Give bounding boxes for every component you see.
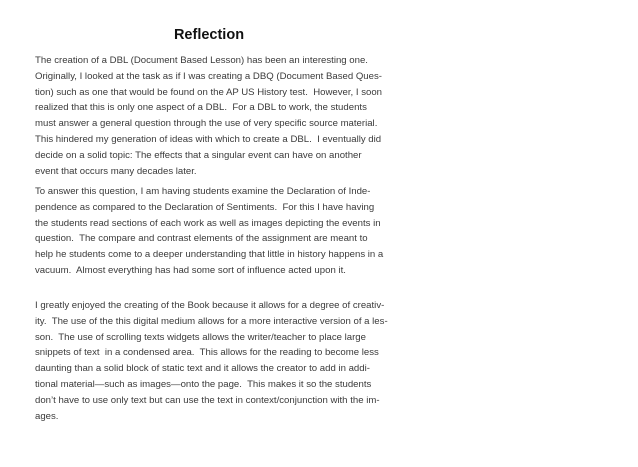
paragraph-line: don’t have to use only text but can use the text in context/conjunction with the im- — [35, 394, 380, 406]
paragraph-line: realized that this is only one aspect of a DBL. For a DBL to work, the students — [35, 102, 367, 114]
paragraph-line: ages. — [35, 410, 59, 422]
paragraph-line: daunting than a solid block of static text and it allows the creator to add in addi- — [35, 363, 370, 375]
page-title: Reflection — [173, 27, 245, 43]
paragraph-question — [35, 184, 405, 279]
paragraph-line: help he students come to a deeper understanding that little in history happens in a — [35, 249, 384, 261]
paragraph-line: tion) such as one that would be found on the AP US History test. However, I soon — [35, 86, 382, 98]
paragraph-line: question. The compare and contrast elements of the assignment are meant to — [35, 233, 368, 245]
paragraph-line: the students read sections of each work as well as images depicting the events in — [35, 217, 381, 229]
paragraph-line: tional material—such as images—onto the page. This makes it so the students — [35, 378, 372, 390]
paragraph-line: event that occurs many decades later. — [35, 165, 197, 177]
paragraph-line: vacuum. Almost everything has had some sort of influence acted upon it. — [35, 264, 346, 276]
paragraph-line: snippets of text in a condensed area. This allows for the reading to become less — [35, 347, 379, 359]
paragraph-line: ity. The use of the this digital medium allows for a more interactive version of a les- — [35, 315, 388, 327]
paragraph-line: son. The use of scrolling texts widgets allows the writer/teacher to place large — [35, 331, 366, 343]
paragraph-line: pendence as compared to the Declaration of Sentiments. For this I have having — [35, 201, 375, 213]
paragraph-intro — [35, 53, 405, 179]
paragraph-line: decide on a solid topic: The effects that a singular event can have on another — [35, 149, 362, 161]
paragraph-book — [35, 298, 405, 424]
paragraph-line: This hindered my generation of ideas with which to create a DBL. I eventually did — [35, 133, 382, 145]
paragraph-line: must answer a general question through the use of very specific source material. — [35, 118, 378, 130]
paragraph-line: To answer this question, I am having students examine the Declaration of Inde- — [35, 186, 371, 197]
paragraph-line: The creation of a DBL (Document Based Lesson) has been an interesting one. — [35, 55, 368, 66]
paragraph-line: Originally, I looked at the task as if I was creating a DBQ (Document Based Ques- — [35, 70, 382, 82]
paragraph-line: I greatly enjoyed the creating of the Book because it allows for a degree of creativ- — [35, 300, 385, 311]
